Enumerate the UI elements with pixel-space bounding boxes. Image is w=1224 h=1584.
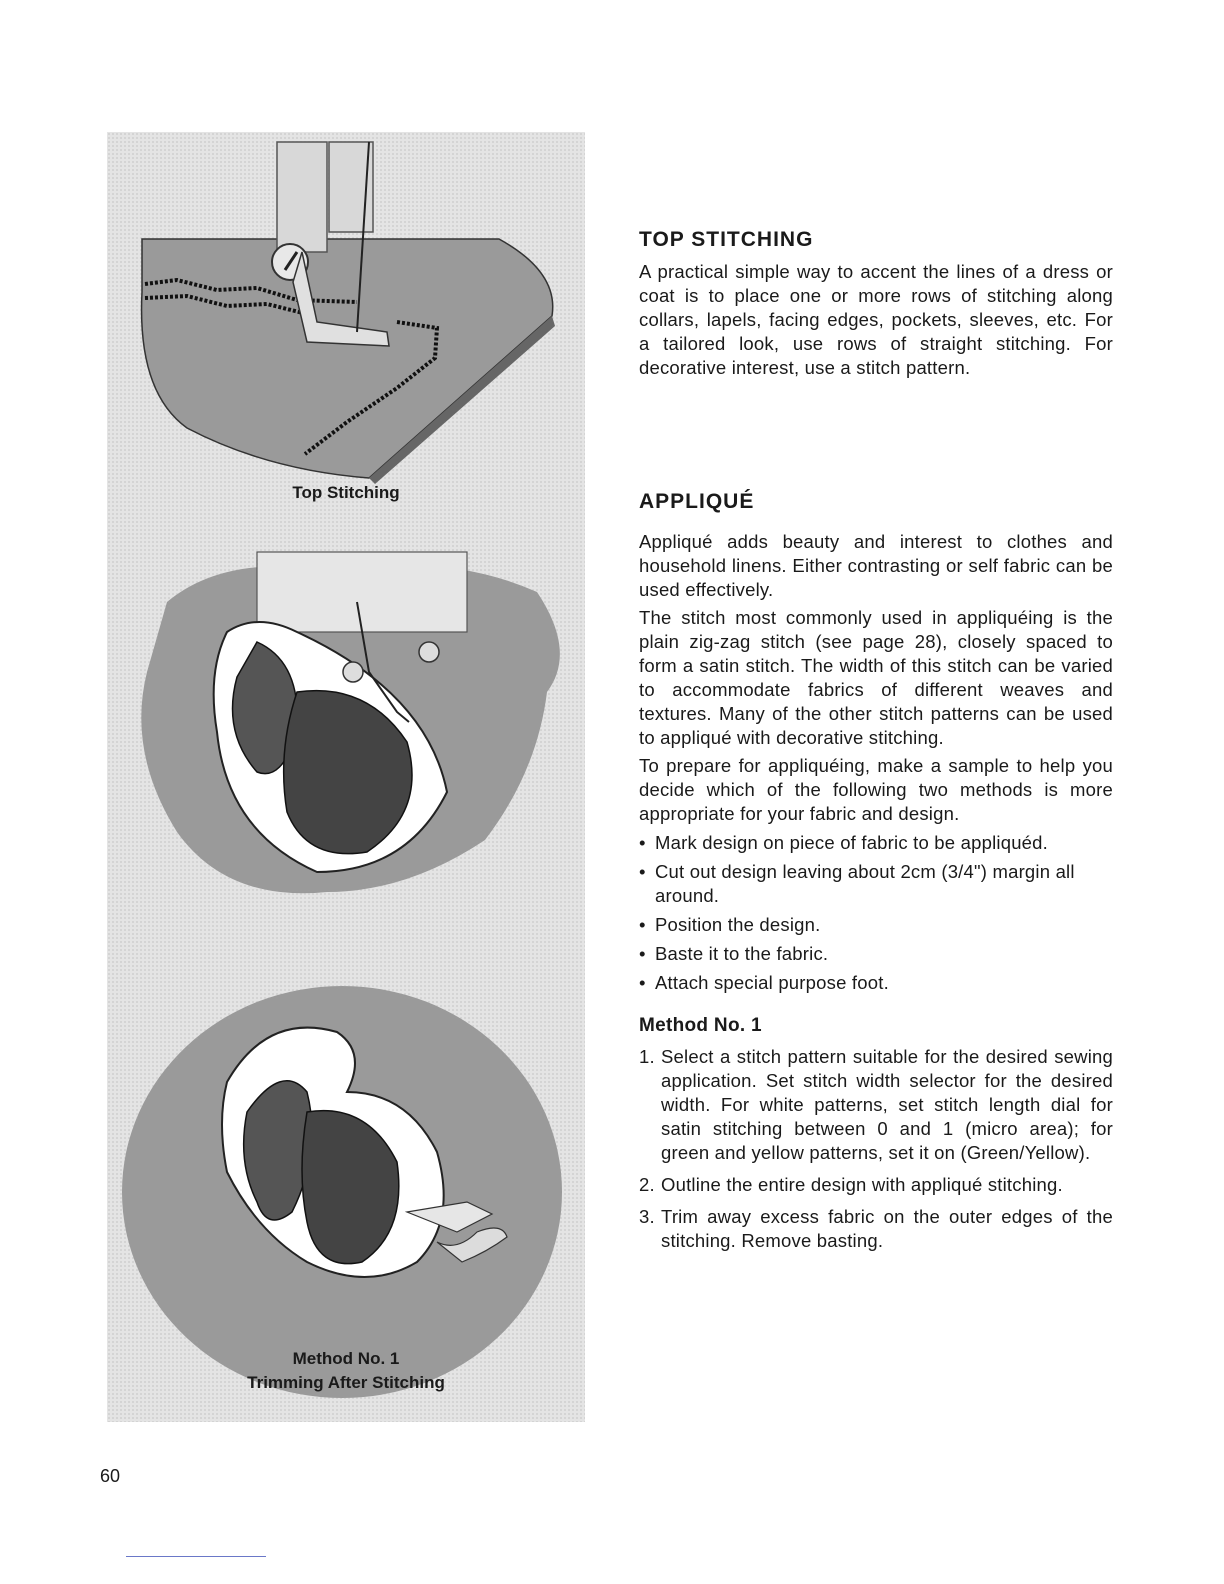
- applique-stitching-illustration: [141, 552, 560, 893]
- list-item: • Cut out design leaving about 2cm (3/4") margin all around.: [639, 860, 1113, 908]
- applique-heading: APPLIQUÉ: [639, 490, 755, 513]
- step-number: 2.: [639, 1174, 655, 1195]
- list-item: • Attach special purpose foot.: [639, 971, 1113, 995]
- method-caption-line1: Method No. 1: [292, 1349, 400, 1368]
- top-stitching-caption: Top Stitching: [292, 483, 400, 502]
- list-item: • Mark design on piece of fabric to be appliquéd.: [639, 831, 1113, 855]
- method-caption-line2: Trimming After Stitching: [247, 1373, 445, 1392]
- step-text: Outline the entire design with appliqué stitching.: [661, 1174, 1063, 1195]
- text-column: [639, 228, 1113, 1253]
- top-stitching-heading: TOP STITCHING: [639, 228, 814, 251]
- step-text: Trim away excess fabric on the outer edges of the stitching. Remove basting.: [661, 1206, 1113, 1251]
- applique-trimming-illustration: [122, 986, 562, 1398]
- applique-bullet-list: [639, 831, 1113, 995]
- method1-step-list: [639, 1045, 1113, 1253]
- top-stitching-illustration: [142, 142, 555, 484]
- applique-paragraph-1: Appliqué adds beauty and interest to clothes and household linens. Either contrasting or self fabric can be used effectively.: [639, 531, 1113, 600]
- top-stitching-paragraph: A practical simple way to accent the lines of a dress or coat is to place one or more rows of stitching along collars, lapels, facing edges, pockets, sleeves, etc. For a tailored look, use rows of straight stitching. For decorative interest, use a stitch pattern.: [639, 261, 1113, 378]
- method1-heading: Method No. 1: [639, 1015, 762, 1036]
- step-text: Select a stitch pattern suitable for the desired sewing application. Set stitch width selector for the desired width. For white patterns, set stitch length dial for satin stitching between 0 and 1 (micro area); for green and yellow patterns, set it on (Green/Yellow).: [661, 1046, 1113, 1163]
- list-item: • Baste it to the fabric.: [639, 942, 1113, 966]
- illustration-panel: [107, 132, 585, 1422]
- step-number: 3.: [639, 1206, 655, 1227]
- step-item: [639, 1205, 1113, 1253]
- page-number: 60: [100, 1466, 121, 1486]
- applique-paragraph-2: The stitch most commonly used in appliquéing is the plain zig-zag stitch (see page 28), closely spaced to form a satin stitch. The width of this stitch can be varied to accommodate fabrics of different weaves and textures. Many of the other stitch patterns can be used to appliqué with decorative stitching.: [639, 607, 1113, 748]
- applique-paragraph-3: To prepare for appliquéing, make a sample to help you decide which of the following two methods is more appropriate for your fabric and design.: [639, 755, 1113, 824]
- list-item: • Position the design.: [639, 913, 1113, 937]
- footer-rule: [126, 1556, 266, 1557]
- illustrations-svg: [107, 132, 585, 1422]
- step-number: 1.: [639, 1046, 655, 1067]
- step-item: [639, 1045, 1113, 1165]
- step-item: [639, 1173, 1113, 1197]
